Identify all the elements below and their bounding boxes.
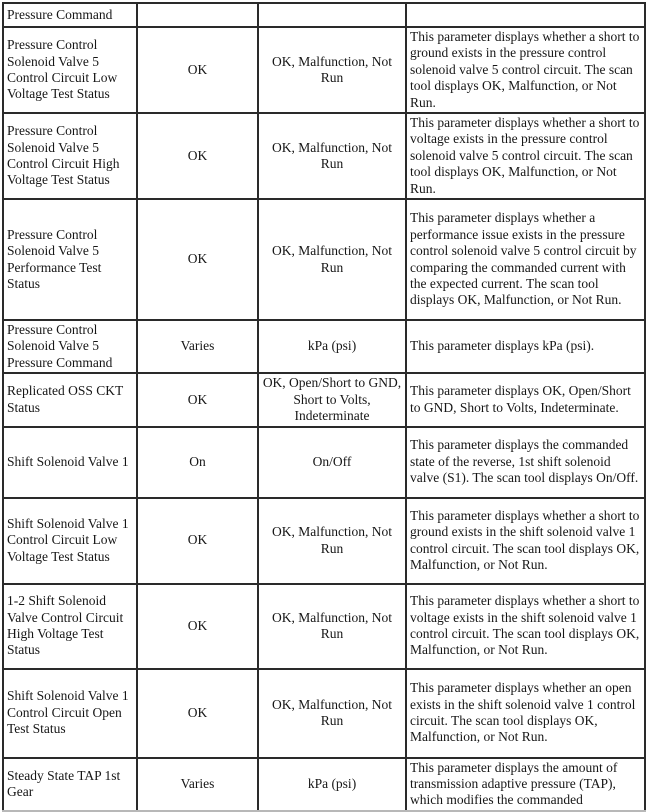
description-cell: This parameter displays whether a short to voltage exists in the pressure control solenoid valve 5 control circuit. The scan tool displays OK, Malfunction, or Not Run. <box>406 113 645 199</box>
parameter-cell: Pressure Control Solenoid Valve 5 Control Circuit Low Voltage Test Status <box>3 27 137 113</box>
description-cell: This parameter displays kPa (psi). <box>406 320 645 373</box>
range-cell: OK, Malfunction, Not Run <box>258 113 406 199</box>
value-cell: OK <box>137 498 258 584</box>
parameter-cell: Pressure Control Solenoid Valve 5 Control Circuit High Voltage Test Status <box>3 113 137 199</box>
description-cell: This parameter displays the commanded state of the reverse, 1st shift solenoid valve (S1). The scan tool displays On/Off. <box>406 427 645 498</box>
parameters-table <box>2 2 646 812</box>
description-cell: This parameter displays whether a performance issue exists in the pressure control solenoid valve 5 control circuit by comparing the commanded current with the expected current. The scan tool displays OK, Malfunction, or Not Run. <box>406 199 645 320</box>
description-cell: This parameter displays whether an open exists in the shift solenoid valve 1 control circuit. The scan tool displays OK, Malfunction, or Not Run. <box>406 669 645 758</box>
table-row <box>3 113 645 199</box>
range-cell: kPa (psi) <box>258 758 406 811</box>
description-cell: This parameter displays OK, Open/Short to GND, Short to Volts, Indeterminate. <box>406 373 645 426</box>
value-cell: OK <box>137 199 258 320</box>
table-row <box>3 584 645 669</box>
range-cell: OK, Malfunction, Not Run <box>258 199 406 320</box>
table-row <box>3 427 645 498</box>
parameter-cell: Pressure Control Solenoid Valve 5 Performance Test Status <box>3 199 137 320</box>
range-cell: kPa (psi) <box>258 320 406 373</box>
value-cell: OK <box>137 669 258 758</box>
parameter-cell: Pressure Control Solenoid Valve 5 Pressure Command <box>3 320 137 373</box>
range-cell: OK, Malfunction, Not Run <box>258 498 406 584</box>
value-cell: OK <box>137 584 258 669</box>
table-row <box>3 758 645 811</box>
value-cell: OK <box>137 27 258 113</box>
table-row <box>3 27 645 113</box>
parameter-cell: Pressure Command <box>3 3 137 27</box>
description-cell <box>406 3 645 27</box>
description-cell: This parameter displays whether a short to ground exists in the pressure control solenoid valve 5 control circuit. The scan tool displays OK, Malfunction, or Not Run. <box>406 27 645 113</box>
parameter-cell: Shift Solenoid Valve 1 Control Circuit Low Voltage Test Status <box>3 498 137 584</box>
table-row <box>3 669 645 758</box>
value-cell: OK <box>137 113 258 199</box>
value-cell <box>137 3 258 27</box>
range-cell: OK, Open/Short to GND, Short to Volts, Indeterminate <box>258 373 406 426</box>
parameter-cell: Shift Solenoid Valve 1 <box>3 427 137 498</box>
table-row <box>3 3 645 27</box>
value-cell: Varies <box>137 320 258 373</box>
parameter-cell: 1-2 Shift Solenoid Valve Control Circuit High Voltage Test Status <box>3 584 137 669</box>
table-row <box>3 498 645 584</box>
description-cell: This parameter displays whether a short to voltage exists in the shift solenoid valve 1 control circuit. The scan tool displays OK, Malfunction, or Not Run. <box>406 584 645 669</box>
parameter-cell: Replicated OSS CKT Status <box>3 373 137 426</box>
range-cell <box>258 3 406 27</box>
range-cell: OK, Malfunction, Not Run <box>258 669 406 758</box>
range-cell: OK, Malfunction, Not Run <box>258 584 406 669</box>
range-cell: OK, Malfunction, Not Run <box>258 27 406 113</box>
description-cell: This parameter displays the amount of transmission adaptive pressure (TAP), which modifies the commanded <box>406 758 645 811</box>
value-cell: OK <box>137 373 258 426</box>
parameter-cell: Steady State TAP 1st Gear <box>3 758 137 811</box>
description-cell: This parameter displays whether a short to ground exists in the shift solenoid valve 1 control circuit. The scan tool displays OK, Malfunction, or Not Run. <box>406 498 645 584</box>
table-row <box>3 199 645 320</box>
table-row <box>3 320 645 373</box>
value-cell: On <box>137 427 258 498</box>
value-cell: Varies <box>137 758 258 811</box>
table-row <box>3 373 645 426</box>
parameter-cell: Shift Solenoid Valve 1 Control Circuit Open Test Status <box>3 669 137 758</box>
range-cell: On/Off <box>258 427 406 498</box>
